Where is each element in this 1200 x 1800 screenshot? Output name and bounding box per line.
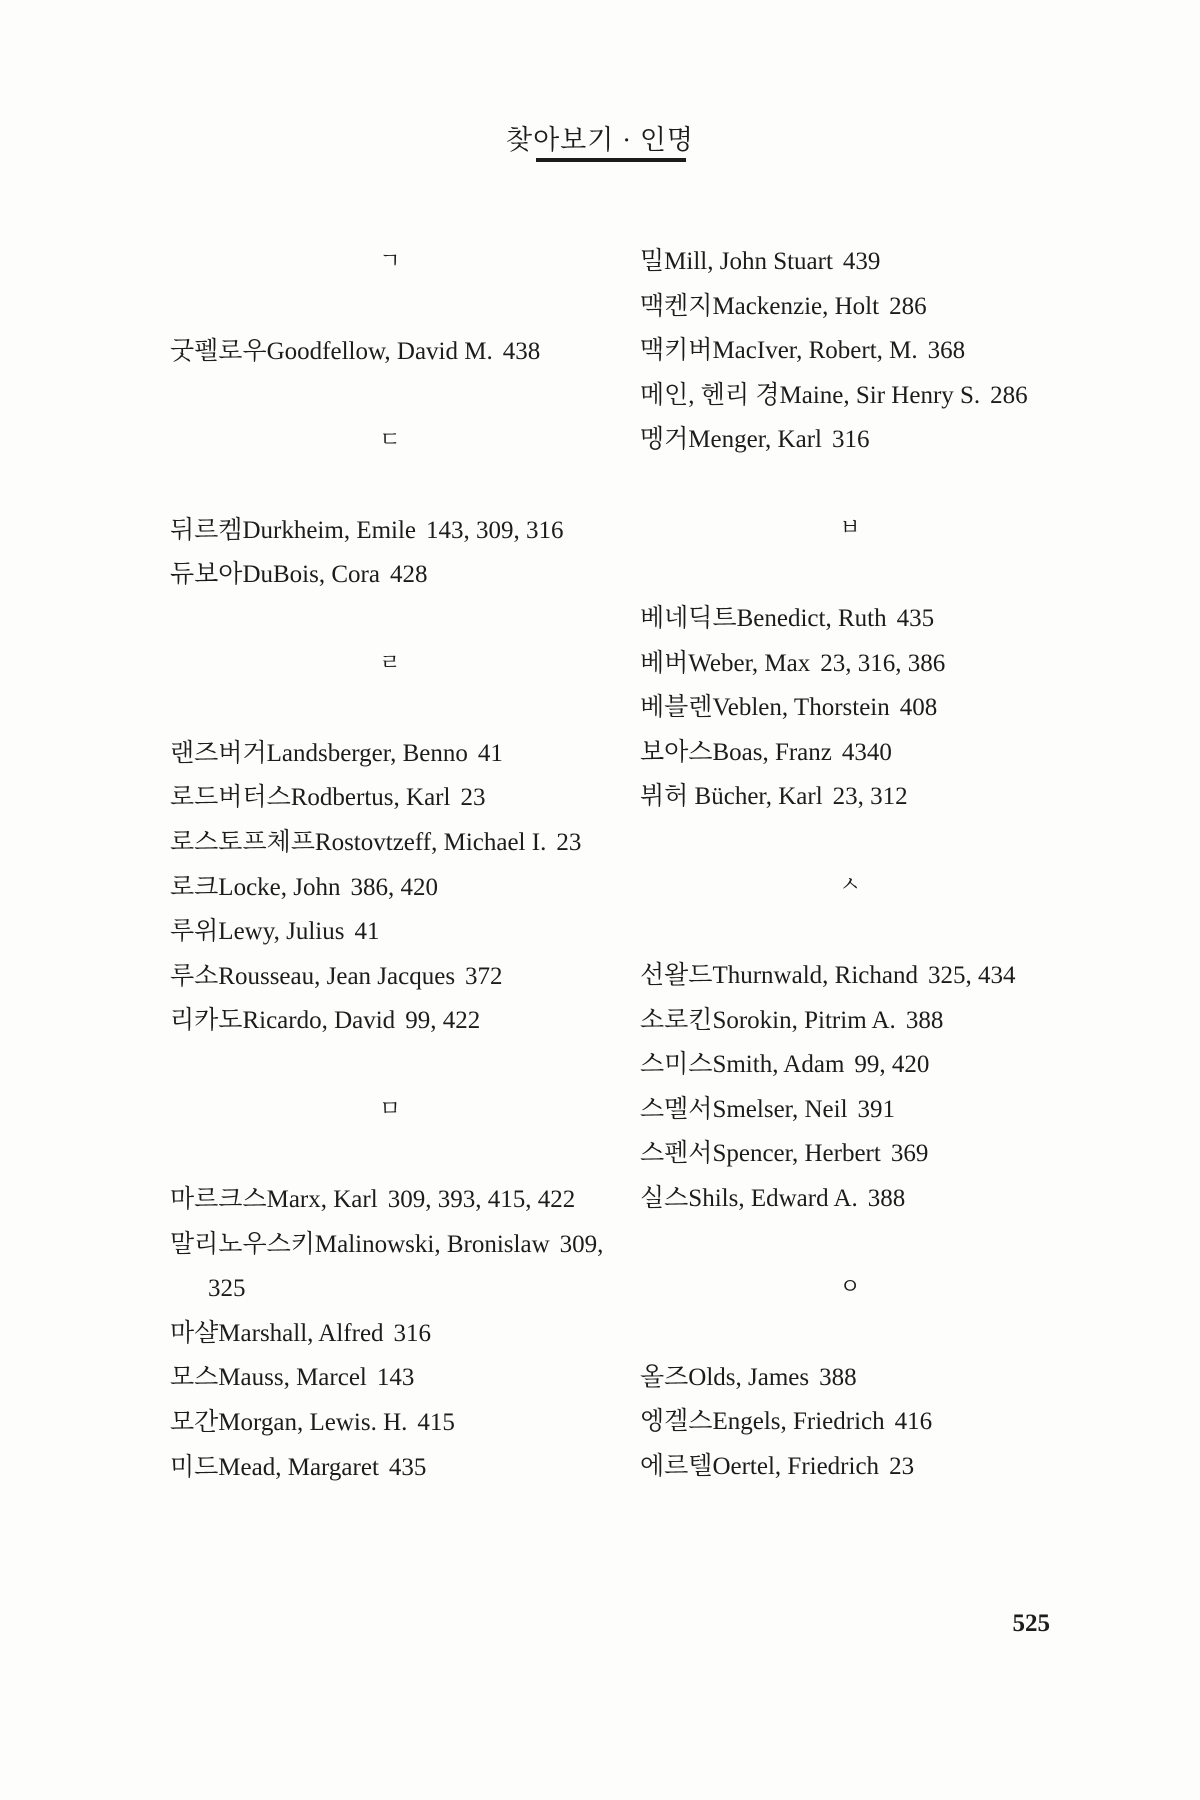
- entry-name: 스미스Smith, Adam: [640, 1051, 845, 1079]
- entry-pages: 4340: [841, 738, 892, 766]
- entry-pages: 435: [388, 1453, 427, 1481]
- entry-name: 맥키버MacIver, Robert, M.: [640, 337, 918, 365]
- entry-name: 에르텔Oertel, Friedrich: [640, 1452, 880, 1480]
- entry-name: 뷔허 Bücher, Karl: [640, 783, 823, 811]
- index-entry: [170, 910, 640, 955]
- index-entry: [640, 329, 1080, 374]
- page-title: 찾아보기 · 인명: [506, 125, 694, 155]
- section-letter: ㅅ: [839, 872, 861, 898]
- index-entry: [640, 597, 1080, 642]
- entry-pages: 99, 422: [405, 1007, 481, 1035]
- index-entry: [170, 1356, 640, 1401]
- index-entry: [640, 642, 1080, 687]
- entry-name: 베버Weber, Max: [640, 649, 811, 677]
- entry-pages: 41: [477, 739, 503, 767]
- entry-name: 마르크스Marx, Karl: [170, 1185, 378, 1213]
- entry-name: 로스토프체프Rostovtzeff, Michael I.: [170, 828, 547, 856]
- entry-pages: 439: [842, 248, 881, 275]
- entry-pages: 23, 312: [832, 783, 908, 811]
- section-letter: ㄷ: [379, 427, 401, 453]
- entry-pages: 23: [889, 1452, 915, 1480]
- entry-pages: 438: [502, 338, 541, 365]
- index-section: [170, 240, 640, 375]
- index-entry: [170, 955, 640, 1000]
- index-entry: [640, 1445, 1080, 1490]
- index-entry: [640, 731, 1080, 776]
- entry-name: 미드Mead, Margaret: [170, 1453, 379, 1481]
- index-entry: [640, 240, 1080, 285]
- entry-name: 마샬Marshall, Alfred: [170, 1319, 384, 1347]
- index-entry: [640, 954, 1080, 999]
- index-entry: [640, 418, 1080, 463]
- section-letter: ㅁ: [379, 1096, 401, 1122]
- entry-pages: 372: [465, 962, 503, 990]
- index-entry: [640, 285, 1080, 330]
- entry-name: 굿펠로우Goodfellow, David M.: [170, 338, 493, 365]
- entry-pages: 316: [831, 426, 870, 454]
- entry-name: 리카도Ricardo, David: [170, 1007, 396, 1035]
- entry-pages: 408: [899, 694, 938, 722]
- index-entry: [170, 732, 640, 777]
- entry-pages: 416: [894, 1408, 933, 1436]
- entry-name: 올즈Olds, James: [640, 1363, 810, 1391]
- entry-pages: 143: [376, 1364, 415, 1392]
- entry-name: 메인, 헨리 경Maine, Sir Henry S.: [640, 381, 981, 409]
- entry-name: 모간Morgan, Lewis. H.: [170, 1408, 408, 1436]
- entry-pages: 428: [389, 561, 428, 589]
- index-entry: [170, 821, 640, 866]
- entry-name: 루소Rousseau, Jean Jacques: [170, 962, 456, 990]
- index-entry: [640, 686, 1080, 731]
- entry-name: 로크Locke, John: [170, 873, 341, 901]
- left-column: [170, 240, 640, 1534]
- entry-name: 스펜서Spencer, Herbert: [640, 1140, 881, 1168]
- index-entry: [640, 775, 1080, 820]
- entry-name: 뒤르켐Durkheim, Emile: [170, 516, 417, 544]
- entry-pages: 368: [927, 337, 966, 365]
- entry-name: 멩거Menger, Karl: [640, 426, 822, 454]
- entry-name: 랜즈버거Landsberger, Benno: [170, 739, 468, 767]
- index-section: [170, 419, 640, 598]
- entry-name: 스멜서Smelser, Neil: [640, 1095, 848, 1123]
- index-entry: [170, 553, 640, 598]
- page-number: 525: [1012, 1610, 1050, 1637]
- index-entry: [170, 1223, 640, 1312]
- entry-name: 실스Shils, Edward A.: [640, 1184, 858, 1212]
- section-letter: ㅂ: [839, 515, 861, 541]
- entry-pages: 369: [890, 1140, 929, 1168]
- entry-pages: 286: [889, 292, 927, 320]
- index-entry: [170, 999, 640, 1044]
- entry-pages: 325, 434: [927, 961, 1016, 989]
- index-entry: [640, 1356, 1080, 1401]
- index-entry: [170, 1312, 640, 1357]
- index-entry: [640, 1400, 1080, 1445]
- entry-pages: 23: [460, 784, 486, 812]
- entry-pages: 391: [857, 1095, 896, 1123]
- entry-name: 선왈드Thurnwald, Richand: [640, 961, 918, 989]
- index-entry: [640, 1043, 1080, 1088]
- index-entry: [170, 1401, 640, 1446]
- entry-name: 로드버터스Rodbertus, Karl: [170, 784, 451, 812]
- entry-pages: 143, 309, 316: [426, 516, 564, 544]
- entry-pages: 388: [905, 1006, 944, 1034]
- index-entry: [170, 1446, 640, 1491]
- entry-pages: 23, 316, 386: [820, 649, 946, 677]
- entry-name: 베네딕트Benedict, Ruth: [640, 604, 887, 632]
- entry-pages: 286: [990, 381, 1028, 409]
- index-entry: [170, 1178, 640, 1223]
- index-section: [640, 864, 1080, 1222]
- entry-name: 말리노우스키Malinowski, Bronislaw: [170, 1230, 550, 1258]
- entry-name: 엥겔스Engels, Friedrich: [640, 1408, 885, 1436]
- entry-name: 베블렌Veblen, Thorstein: [640, 694, 890, 722]
- entry-name: 모스Mauss, Marcel: [170, 1364, 367, 1392]
- entry-pages: 41: [354, 918, 380, 946]
- entry-pages: 316: [393, 1319, 432, 1347]
- index-entry: [640, 1177, 1080, 1222]
- entry-pages: 415: [417, 1408, 455, 1436]
- entry-name: 루위Lewy, Julius: [170, 918, 345, 946]
- section-letter: ㄱ: [379, 249, 401, 274]
- index-section: [640, 507, 1080, 820]
- index-section: [170, 642, 640, 1044]
- entry-pages: 99, 420: [854, 1051, 930, 1079]
- index-section: [170, 1088, 640, 1490]
- right-column: [640, 240, 1080, 1533]
- entry-pages: 23: [556, 828, 582, 856]
- index-entry: [170, 776, 640, 821]
- entry-name: 듀보아DuBois, Cora: [170, 561, 380, 589]
- index-entry: [170, 330, 640, 375]
- entry-pages: 388: [867, 1184, 906, 1212]
- index-section: [640, 1266, 1080, 1490]
- entry-pages: 388: [819, 1363, 857, 1391]
- index-entry: [640, 1088, 1080, 1133]
- section-letter: ㅇ: [839, 1274, 861, 1300]
- index-entry: [640, 374, 1080, 419]
- index-section: [640, 240, 1080, 463]
- entry-name: 밀Mill, John Stuart: [640, 248, 833, 275]
- entry-pages: 435: [896, 604, 935, 632]
- index-entry: [640, 999, 1080, 1044]
- title-underline: [536, 158, 686, 162]
- entry-name: 맥켄지Mackenzie, Holt: [640, 292, 880, 320]
- entry-name: 보아스Boas, Franz: [640, 738, 832, 766]
- index-entry: [170, 509, 640, 554]
- entry-pages: 309, 325: [208, 1230, 604, 1303]
- index-entry: [170, 866, 640, 911]
- entry-name: 소로킨Sorokin, Pitrim A.: [640, 1006, 896, 1034]
- section-letter: ㄹ: [379, 650, 401, 676]
- entry-pages: 309, 393, 415, 422: [387, 1185, 576, 1213]
- index-entry: [640, 1132, 1080, 1177]
- entry-pages: 386, 420: [350, 873, 438, 901]
